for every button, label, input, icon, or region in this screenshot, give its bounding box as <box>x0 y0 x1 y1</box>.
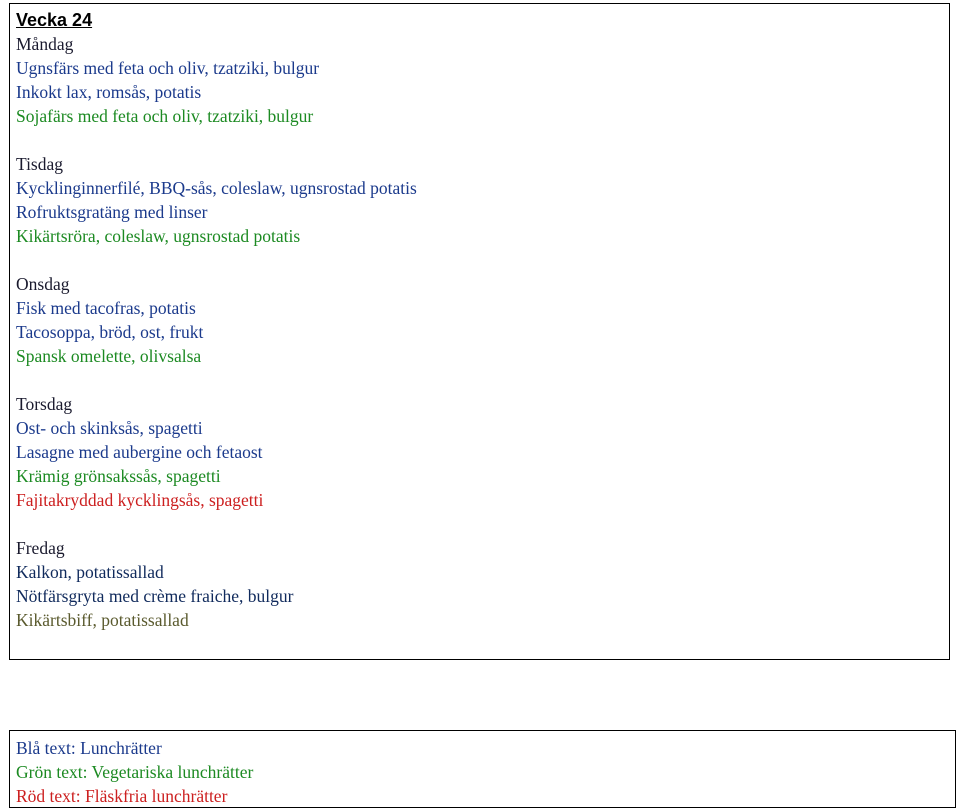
dish-item: Fisk med tacofras, potatis <box>16 298 196 318</box>
dish-item: Rofruktsgratäng med linser <box>16 202 208 222</box>
day-block-onsdag <box>16 272 949 392</box>
dish-item: Nötfärsgryta med crème fraiche, bulgur <box>16 586 294 606</box>
day-label: Onsdag <box>16 274 70 294</box>
day-label: Torsdag <box>16 394 73 414</box>
dish-item: Kalkon, potatissallad <box>16 562 164 582</box>
day-block-fredag <box>16 536 949 632</box>
day-spacer <box>16 128 949 152</box>
dish-item: Spansk omelette, olivsalsa <box>16 346 202 366</box>
color-legend-box <box>9 730 956 808</box>
dish-item: Lasagne med aubergine och fetaost <box>16 442 263 462</box>
weekly-menu-box <box>9 3 950 660</box>
day-block-måndag <box>16 32 949 152</box>
dish-item: Ugnsfärs med feta och oliv, tzatziki, bulgur <box>16 58 320 78</box>
dish-item: Krämig grönsakssås, spagetti <box>16 466 221 486</box>
legend-item: Blå text: Lunchrätter <box>16 738 162 758</box>
dish-item: Tacosoppa, bröd, ost, frukt <box>16 322 204 342</box>
day-spacer <box>16 512 949 536</box>
dish-item: Inkokt lax, romsås, potatis <box>16 82 202 102</box>
day-label: Fredag <box>16 538 65 558</box>
dish-item: Kycklinginnerfilé, BBQ-sås, coleslaw, ugnsrostad potatis <box>16 178 417 198</box>
day-label: Måndag <box>16 34 74 54</box>
day-block-torsdag <box>16 392 949 536</box>
legend-item: Röd text: Fläskfria lunchrätter <box>16 786 228 806</box>
dish-item: Fajitakryddad kycklingsås, spagetti <box>16 490 264 510</box>
days-list <box>16 32 949 632</box>
day-spacer <box>16 368 949 392</box>
day-spacer <box>16 248 949 272</box>
day-label: Tisdag <box>16 154 64 174</box>
legend-list <box>16 736 955 808</box>
week-title: Vecka 24 <box>16 10 93 30</box>
dish-item: Sojafärs med feta och oliv, tzatziki, bulgur <box>16 106 314 126</box>
day-block-tisdag <box>16 152 949 272</box>
dish-item: Kikärtsröra, coleslaw, ugnsrostad potatis <box>16 226 301 246</box>
legend-item: Grön text: Vegetariska lunchrätter <box>16 762 254 782</box>
dish-item: Ost- och skinksås, spagetti <box>16 418 203 438</box>
dish-item: Kikärtsbiff, potatissallad <box>16 610 189 630</box>
